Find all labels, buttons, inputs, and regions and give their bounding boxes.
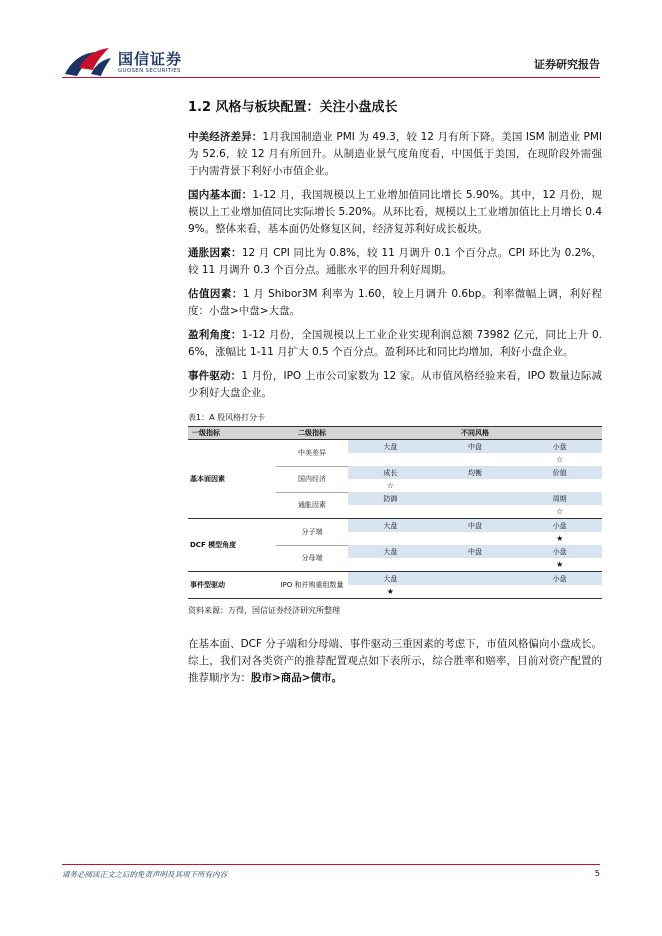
paragraph-lead: 国内基本面：	[188, 189, 253, 201]
paragraph-text: 1-12 月，我国规模以上工业增加值同比增长 5.90%。其中，12 月份，规模以上工业增加值同比实际增长 5.20%。从环比看，规模以上工业增加值比上月增长 0.49%。整体来看，基本面仍处修复区间，经济复苏利好成长板块。	[188, 189, 603, 235]
level2-cell: 分母端	[276, 545, 348, 572]
style-cell: 价值	[517, 466, 602, 479]
header-level2: 二级指标	[276, 427, 348, 440]
score-mark: ☆	[556, 455, 564, 464]
style-cell	[433, 492, 518, 505]
conclusion-emphasis: 股市>商品>债市。	[251, 672, 343, 684]
page-number: 5	[594, 869, 600, 878]
paragraph-text: 12 月 CPI 同比为 0.8%，较 11 月调升 0.1 个百分点。CPI 环比为 0.2%，较 11 月调升 0.3 个百分点。通胀水平的回升利好周期。	[188, 247, 603, 276]
style-cell: 小盘	[517, 572, 602, 586]
style-cell: 均衡	[433, 466, 518, 479]
style-cell: 大盘	[348, 519, 433, 533]
page-header	[0, 0, 662, 80]
level1-cell: 事件型驱动	[188, 572, 276, 599]
level2-cell: 中美差异	[276, 440, 348, 467]
score-mark: ★	[556, 534, 564, 543]
score-mark: ★	[517, 558, 602, 572]
level1-cell: 基本面因素	[188, 440, 276, 519]
table-row	[188, 440, 602, 454]
style-cell: 大盘	[348, 572, 433, 586]
section-title: 1.2 风格与板块配置：关注小盘成长	[188, 100, 398, 115]
paragraph-us-china	[188, 129, 602, 180]
paragraph-lead: 估值因素：	[188, 288, 243, 300]
paragraph-domestic	[188, 187, 602, 238]
score-mark	[433, 505, 518, 519]
score-mark	[348, 558, 433, 572]
level2-cell: 国内经济	[276, 466, 348, 492]
header-level1: 一级指标	[188, 427, 276, 440]
report-type-label: 证券研究报告	[534, 58, 600, 71]
conclusion-text: 在基本面、DCF 分子端和分母端、事件驱动三重因素的考虑下，市值风格偏向小盘成长。综上，我们对各类资产的推荐配置观点如下表所示，综合胜率和赔率，目前对资产配置的推荐顺序为：	[188, 638, 602, 684]
style-cell: 小盘	[517, 519, 602, 533]
paragraph-lead: 中美经济差异：	[188, 131, 263, 143]
style-cell	[433, 572, 518, 586]
table-caption: 表1：A 股风格打分卡	[188, 413, 266, 422]
footer-divider	[62, 864, 600, 865]
style-cell: 中盘	[433, 519, 518, 533]
paragraph-text: 1月我国制造业 PMI 为 49.3，较 12 月有所下降。美国 ISM 制造业 PMI 为 52.6，较 12 月有所回升。从制造业景气度角度看，中国低于美国，在现阶段外需强于内需背景下利好小市值企业。	[188, 131, 603, 177]
header-divider	[62, 77, 600, 78]
conclusion-paragraph	[188, 636, 602, 687]
style-cell: 大盘	[348, 545, 433, 558]
style-cell: 防御	[348, 492, 433, 505]
style-cell: 成长	[348, 466, 433, 479]
header-styles: 不同风格	[348, 427, 602, 440]
score-mark	[433, 558, 518, 572]
paragraph-lead: 通胀因素：	[188, 247, 242, 259]
paragraph-events	[188, 368, 602, 402]
paragraph-valuation	[188, 286, 602, 320]
level2-cell: 通胀因素	[276, 492, 348, 519]
level2-cell: IPO 和并购重组数量	[276, 572, 348, 599]
level1-cell: DCF 模型角度	[188, 519, 276, 572]
paragraph-lead: 事件驱动：	[188, 370, 242, 382]
paragraph-text: 1-12 月份，全国规模以上工业企业实现利润总额 73982 亿元，同比上升 0.6%，涨幅比 1-11 月扩大 0.5 个百分点。盈利环比和同比均增加，利好小盘企业。	[188, 329, 603, 358]
score-mark	[433, 532, 518, 545]
score-mark: ☆	[386, 481, 394, 490]
style-cell: 小盘	[517, 545, 602, 558]
score-mark	[433, 585, 518, 599]
paragraph-earnings	[188, 327, 602, 361]
paragraph-lead: 盈利角度：	[188, 329, 242, 341]
score-mark	[517, 585, 602, 599]
main-content	[188, 96, 602, 694]
style-cell: 中盘	[433, 440, 518, 454]
score-mark: ★	[348, 585, 433, 599]
score-mark	[517, 479, 602, 492]
style-cell: 大盘	[348, 440, 433, 454]
style-cell: 中盘	[433, 545, 518, 558]
score-mark	[433, 453, 518, 466]
score-mark: ☆	[517, 505, 602, 519]
score-mark	[348, 532, 433, 545]
style-cell: 周期	[517, 492, 602, 505]
style-scorecard-table	[188, 426, 602, 599]
logo-text-en: GUOSEN SECURITIES	[118, 68, 181, 74]
table-source: 资料来源：万得，国信证券经济研究所整理	[188, 606, 340, 615]
score-mark	[348, 453, 433, 466]
logo-text-cn: 国信证券	[118, 50, 183, 68]
style-cell: 小盘	[517, 440, 602, 454]
guosen-logo-icon	[63, 44, 113, 78]
paragraph-inflation	[188, 245, 602, 279]
paragraph-text: 1 月份，IPO 上市公司家数为 12 家。从市值风格经验来看，IPO 数量边际减少利好大盘企业。	[188, 370, 603, 399]
level2-cell: 分子端	[276, 519, 348, 546]
table-row	[188, 519, 602, 533]
paragraph-text: 1 月 Shibor3M 利率为 1.60，较上月调升 0.6bp。利率微幅上调，利好程度：小盘>中盘>大盘。	[188, 288, 602, 317]
table-row	[188, 572, 602, 586]
footer-disclaimer: 请务必阅读正文之后的免责声明及其项下所有内容	[62, 870, 227, 879]
table-header-row	[188, 427, 602, 440]
score-mark	[348, 505, 433, 519]
score-mark	[433, 479, 518, 492]
